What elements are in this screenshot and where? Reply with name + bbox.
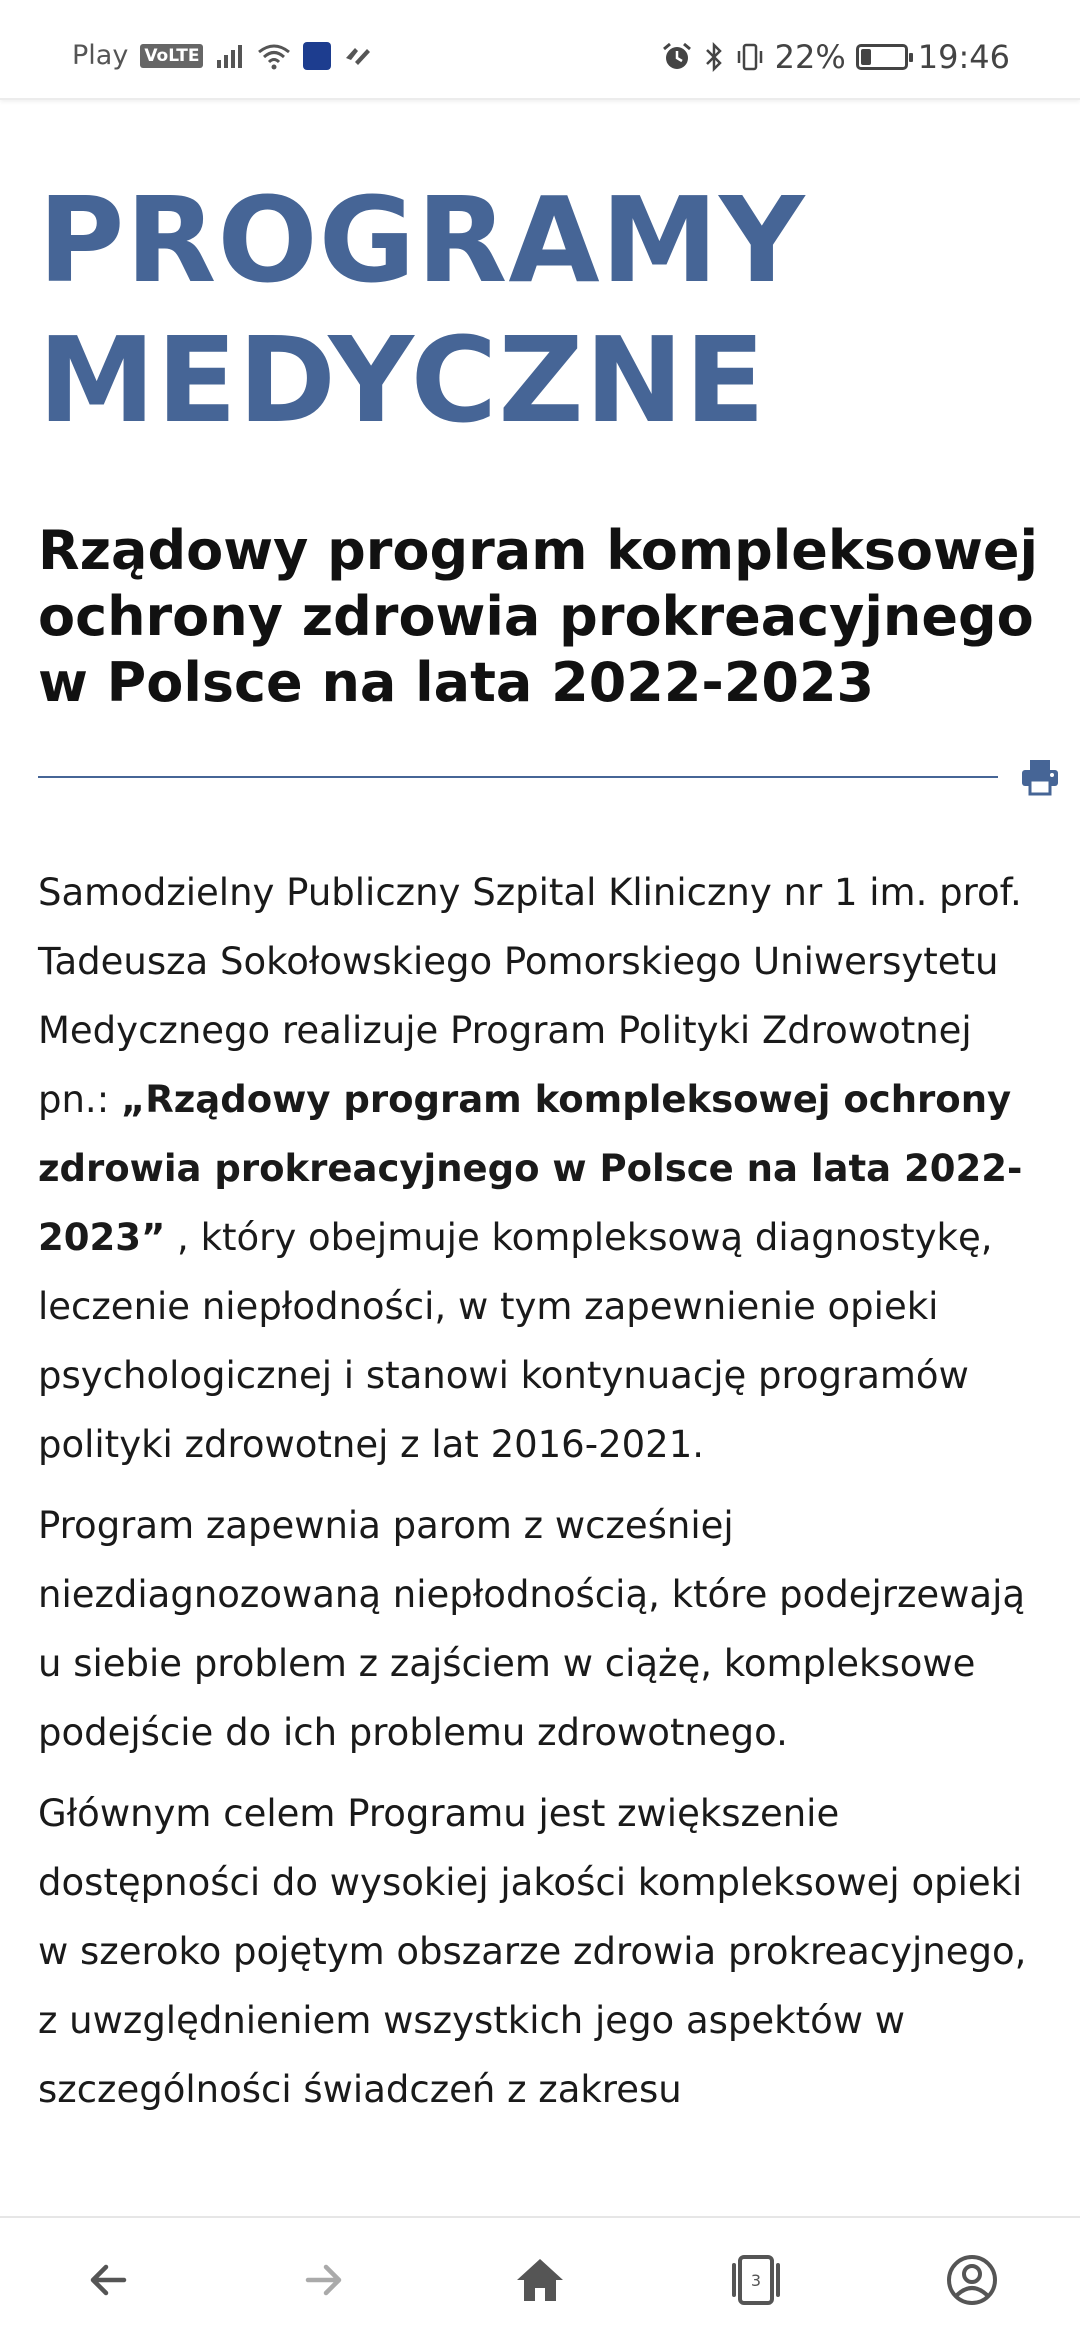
program-name-bold: „Rządowy program kompleksowej ochrony zdrowia prokreacyjnego w Polsce na lata 2022-2023”	[38, 1078, 1023, 1259]
article-title: Rządowy program kompleksowej ochrony zdrowia prokreacyjnego w Polsce na lata 2022-2023	[38, 519, 1039, 714]
volte-badge: VoLTE	[140, 44, 203, 68]
status-right	[661, 38, 1010, 76]
vibrate-icon	[735, 41, 765, 73]
carrier-label: Play	[72, 40, 129, 71]
notification-app-icon	[303, 42, 331, 70]
bluetooth-icon	[703, 41, 725, 73]
tabs-button[interactable]	[716, 2240, 796, 2320]
forward-arrow-icon	[300, 2256, 348, 2304]
status-bar	[0, 0, 1080, 100]
forward-button[interactable]	[284, 2240, 364, 2320]
alarm-icon	[661, 41, 693, 73]
home-button[interactable]	[500, 2240, 580, 2320]
article-body	[38, 858, 1042, 2124]
paragraph-1	[38, 858, 1042, 1479]
print-icon[interactable]	[1020, 758, 1060, 796]
home-icon	[513, 2255, 567, 2305]
tabs-count: 3	[750, 2271, 762, 2290]
status-left	[72, 40, 373, 71]
notification-check-icon	[343, 42, 373, 70]
battery-icon	[856, 44, 908, 70]
section-title-line1: PROGRAMY	[38, 171, 806, 309]
account-button[interactable]	[932, 2240, 1012, 2320]
browser-bottom-nav	[0, 2216, 1080, 2342]
account-icon	[945, 2253, 999, 2307]
title-divider-row	[38, 756, 1042, 796]
title-divider	[38, 776, 998, 778]
battery-fill	[861, 49, 871, 65]
back-arrow-icon	[84, 2256, 132, 2304]
paragraph-1-rest: , który obejmuje kompleksową diagnostykę, leczenie niepłodności, w tym zapewnienie opieki psychologicznej i stanowi kontynuację programów polityki zdrowotnej z lat 2016-2021.	[38, 1216, 993, 1466]
paragraph-3: Głównym celem Programu jest zwiększenie dostępności do wysokiej jakości kompleksowej opieki w szeroko pojętym obszarze zdrowia prokreacyjnego, z uwzględnieniem wszystkich jego aspektów w szczególności świadczeń z zakresu	[38, 1792, 1027, 2111]
section-title	[38, 170, 1042, 450]
tabs-icon	[724, 2253, 788, 2307]
clock: 19:46	[917, 38, 1010, 76]
wifi-icon	[257, 42, 291, 70]
paragraph-1-intro: Samodzielny Publiczny Szpital Kliniczny nr 1 im. prof. Tadeusza Sokołowskiego Pomorskiego Uniwersytetu Medycznego realizuje Program Polityki Zdrowotnej pn.:	[38, 871, 1022, 1121]
page-content	[38, 100, 1042, 2136]
battery-percent: 22%	[774, 38, 846, 76]
paragraph-2: Program zapewnia parom z wcześniej niezdiagnozowaną niepłodnością, które podejrzewają u siebie problem z zajściem w ciążę, kompleksowe podejście do ich problemu zdrowotnego.	[38, 1504, 1026, 1754]
section-title-line2: MEDYCZNE	[38, 311, 767, 449]
signal-icon	[215, 42, 245, 70]
back-button[interactable]	[68, 2240, 148, 2320]
